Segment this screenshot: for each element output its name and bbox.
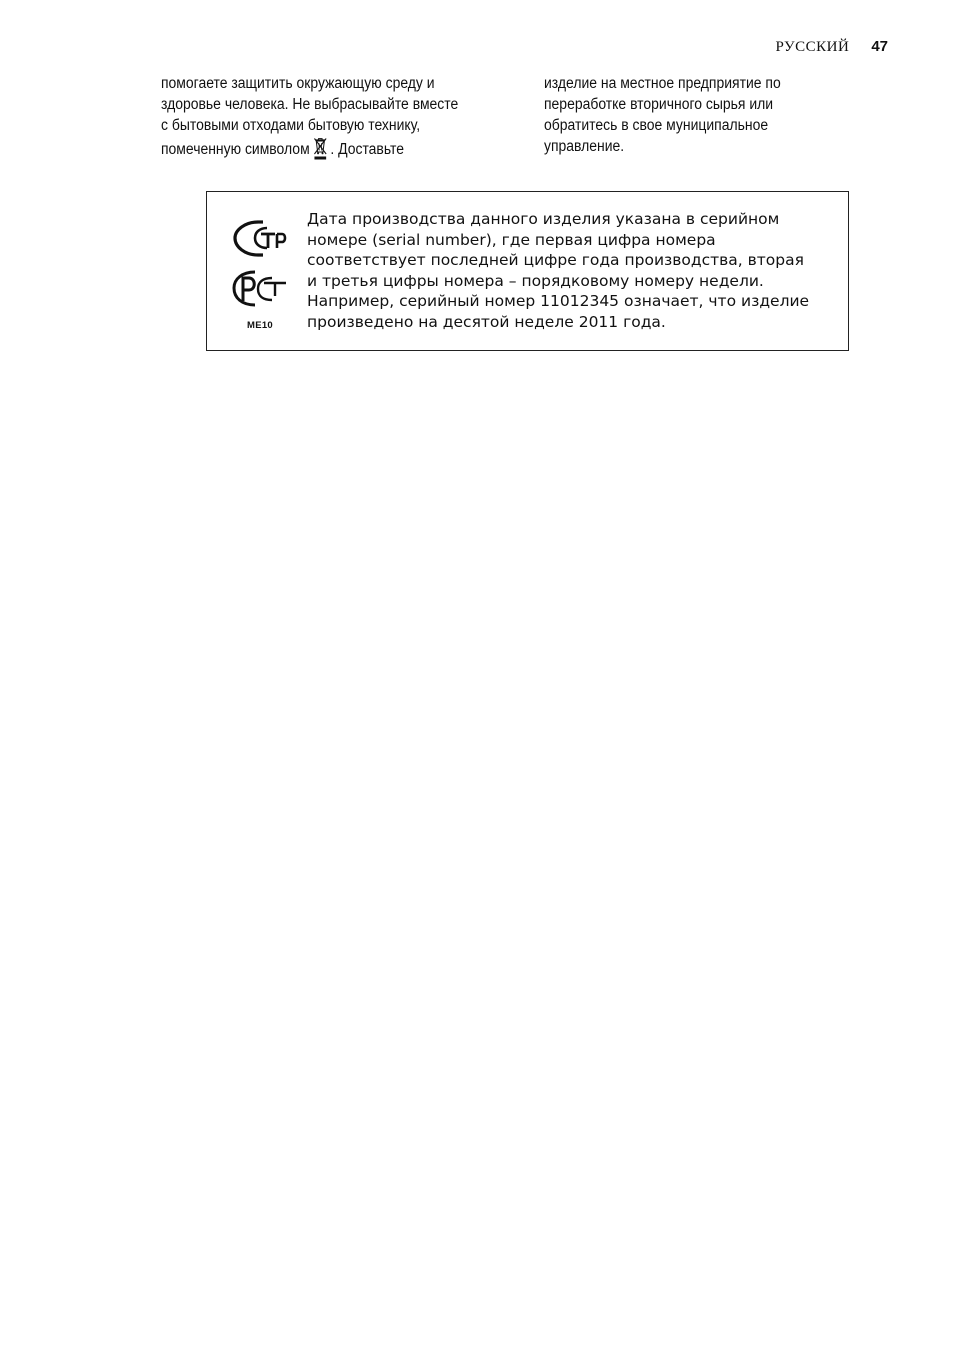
right-line-1: изделие на местное предприятие по — [544, 75, 781, 92]
page-number: 47 — [871, 38, 888, 55]
eac-certification-mark-icon — [231, 212, 293, 336]
left-line-4 — [161, 136, 458, 166]
notice-line-3: соответствует последней цифре года производства, вторая — [307, 251, 804, 269]
right-line-2: переработке вторичного сырья или — [544, 96, 774, 113]
page-header — [600, 38, 888, 56]
left-line-2: здоровье человека. Не выбрасывайте вместе — [161, 96, 459, 113]
crossed-out-wheeled-bin-icon — [312, 136, 328, 166]
certification-marks — [231, 212, 293, 336]
notice-line-6: произведено на десятой неделе 2011 года. — [307, 312, 666, 331]
notice-text — [307, 209, 809, 332]
notice-line-5: Например, серийный номер 11012345 означает, что изделие — [307, 292, 810, 310]
left-text-column — [161, 73, 458, 166]
production-date-notice — [206, 191, 849, 351]
left-line-1: помогаете защитить окружающую среду и — [161, 75, 435, 92]
right-text-column — [544, 73, 781, 157]
header-language: РУССКИЙ — [775, 39, 850, 55]
notice-line-1: Дата производства данного изделия указана в серийном — [307, 210, 780, 228]
left-line-4-tail: . Доставьте — [330, 141, 405, 158]
notice-line-2: номере (serial number), где первая цифра номера — [307, 230, 716, 249]
left-line-4-text: помеченную символом — [161, 141, 310, 158]
left-line-3: с бытовыми отходами бытовую технику, — [161, 117, 421, 134]
right-line-4: управление. — [544, 138, 625, 155]
notice-line-4: и третья цифры номера – порядковому номеру недели. — [307, 271, 764, 290]
mark-code-label: ME10 — [247, 320, 274, 331]
right-line-3: обратитесь в свое муниципальное — [544, 117, 769, 134]
